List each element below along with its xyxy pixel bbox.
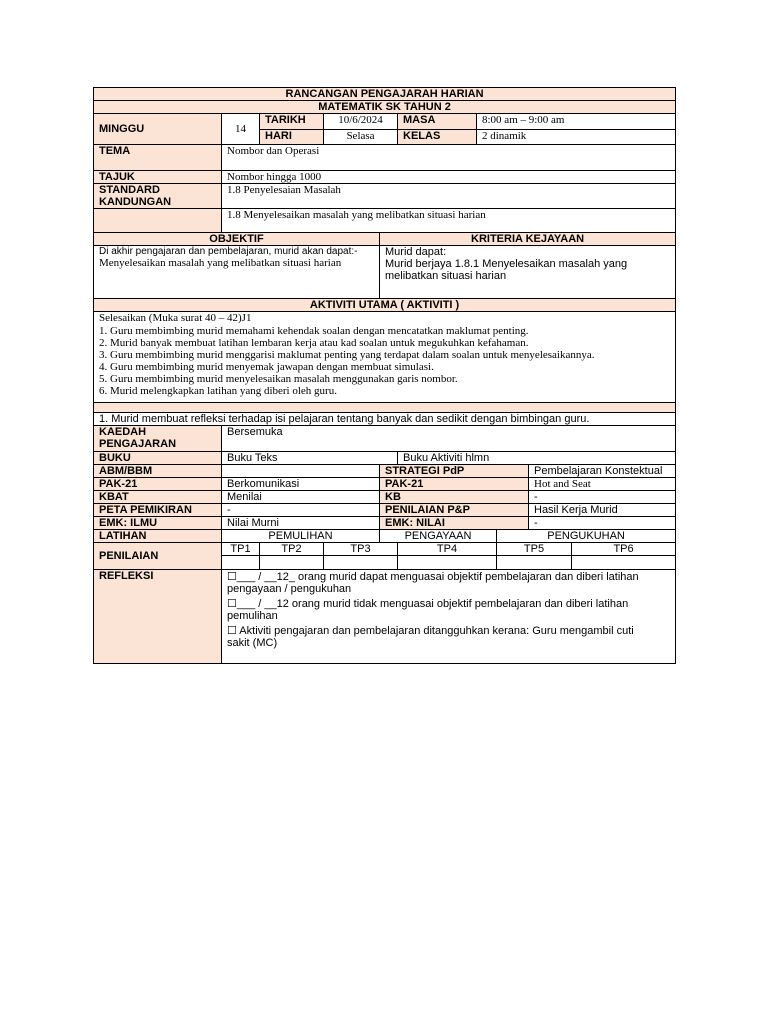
aktiviti-step: 1. Guru membimbing murid memahami kehendak soalan dengan mencatatkan maklumat penting. [99, 325, 529, 337]
emk-ilmu-label: EMK: ILMU [94, 517, 222, 530]
aktiviti-step: 4. Guru membimbing murid menyemak jawapan dengan membuat simulasi. [99, 361, 434, 373]
kb-value: - [529, 491, 676, 504]
tp-header: TP1 [222, 543, 260, 556]
lesson-plan-table [93, 87, 676, 664]
kaedah-label-line1: KAEDAH [99, 426, 147, 438]
pak21-value-2: Hot and Seat [529, 478, 676, 491]
latihan-label: LATIHAN [94, 530, 222, 543]
buku-label: BUKU [94, 452, 222, 465]
tp-header: TP3 [324, 543, 398, 556]
kelas-value: 2 dinamik [477, 130, 676, 145]
tp-header: TP5 [497, 543, 572, 556]
tema-label: TEMA [94, 145, 222, 171]
buku-value-1: Buku Teks [222, 452, 398, 465]
kb-label: KB [380, 491, 529, 504]
tp3-input[interactable] [324, 556, 398, 570]
penilaian-pp-label: PENILAIAN P&P [380, 504, 529, 517]
kriteria-line1: Murid berjaya 1.8.1 Menyelesaikan masalah yang [385, 258, 628, 270]
kaedah-value: Bersemuka [222, 426, 676, 452]
abm-label: ABM/BBM [94, 465, 222, 478]
kriteria-line2: melibatkan situasi harian [385, 270, 507, 282]
strategi-label: STRATEGI PdP [380, 465, 529, 478]
lesson-plan [93, 87, 675, 664]
kelas-label: KELAS [398, 130, 477, 145]
tema-value: Nombor dan Operasi [222, 145, 676, 171]
refleksi-line: ☐ Aktiviti pengajaran dan pembelajaran ditangguhkan kerana: Guru mengambil cuti [227, 625, 634, 637]
refleksi-line: ☐___ / __12_ orang murid dapat menguasai objektif pembelajaran dan diberi latihan [227, 571, 639, 583]
aktiviti-header: AKTIVITI UTAMA ( AKTIVITI ) [94, 299, 676, 312]
tp5-input[interactable] [497, 556, 572, 570]
kaedah-label-line2: PENGAJARAN [99, 438, 177, 450]
penilaian-label: PENILAIAN [94, 543, 222, 570]
standard-pembelajaran: 1.8 Menyelesaikan masalah yang melibatkan situasi harian [222, 209, 676, 233]
aktiviti-intro: Selesaikan (Muka surat 40 – 42)J1 [99, 312, 252, 324]
tarikh-label: TARIKH [260, 114, 324, 130]
tp-header: TP6 [572, 543, 676, 556]
standard-label-line2: KANDUNGAN [99, 196, 172, 208]
objektif-intro: Di akhir pengajaran dan pembelajaran, murid akan dapat:- [99, 246, 358, 257]
tp-header: TP4 [398, 543, 497, 556]
refleksi-line: pengayaan / pengukuhan [227, 583, 352, 595]
aktiviti-step: 6. Murid melengkapkan latihan yang diberi oleh guru. [99, 385, 337, 397]
tajuk-value: Nombor hingga 1000 [222, 171, 676, 184]
latihan-pemulihan: PEMULIHAN [222, 530, 380, 543]
kaedah-label [94, 426, 222, 452]
refleksi-line: pemulihan [227, 610, 278, 622]
plan-subtitle: MATEMATIK SK TAHUN 2 [94, 101, 676, 114]
hari-value: Selasa [324, 130, 398, 145]
kriteria-header: KRITERIA KEJAYAAN [380, 233, 676, 246]
refleksi-body [222, 570, 676, 664]
objektif-header: OBJEKTIF [94, 233, 380, 246]
pak21-label-2: PAK-21 [380, 478, 529, 491]
tp6-input[interactable] [572, 556, 676, 570]
objektif-cell [94, 246, 380, 299]
emk-ilmu-value: Nilai Murni [222, 517, 380, 530]
kbat-label: KBAT [94, 491, 222, 504]
pak21-label: PAK-21 [94, 478, 222, 491]
standard-label [94, 184, 222, 209]
minggu-value: 14 [222, 114, 260, 145]
abm-value [222, 465, 380, 478]
emk-nilai-label: EMK: NILAI [380, 517, 529, 530]
hari-label: HARI [260, 130, 324, 145]
minggu-label: MINGGU [94, 114, 222, 145]
masa-value: 8:00 am – 9:00 am [477, 114, 676, 130]
tp-header: TP2 [260, 543, 324, 556]
peta-value: - [222, 504, 380, 517]
pak21-value: Berkomunikasi [222, 478, 380, 491]
peta-label: PETA PEMIKIRAN [94, 504, 222, 517]
emk-nilai-value: - [529, 517, 676, 530]
tajuk-label: TAJUK [94, 171, 222, 184]
aktiviti-refleksi-line: 1. Murid membuat refleksi terhadap isi pelajaran tentang banyak dan sedikit dengan bimbingan guru. [94, 413, 676, 426]
latihan-pengukuhan: PENGUKUHAN [497, 530, 676, 543]
standard-kandungan: 1.8 Penyelesaian Masalah [222, 184, 676, 209]
tp1-input[interactable] [222, 556, 260, 570]
kriteria-cell [380, 246, 676, 299]
aktiviti-step: 5. Guru membimbing murid menyelesaikan masalah menggunakan garis nombor. [99, 373, 458, 385]
aktiviti-step: 3. Guru membimbing murid menggarisi maklumat penting yang terdapat dalam soalan untuk menyelesaikannya. [99, 349, 595, 361]
plan-title: RANCANGAN PENGAJARAH HARIAN [94, 88, 676, 101]
kbat-value: Menilai [222, 491, 380, 504]
refleksi-line: sakit (MC) [227, 637, 278, 649]
aktiviti-divider [94, 403, 676, 413]
tp4-input[interactable] [398, 556, 497, 570]
tarikh-value: 10/6/2024 [324, 114, 398, 130]
refleksi-line: ☐___ / __12 orang murid tidak menguasai objektif pembelajaran dan diberi latihan [227, 598, 629, 610]
objektif-text: Menyelesaikan masalah yang melibatkan situasi harian [99, 257, 342, 269]
buku-value-2: Buku Aktiviti hlmn [398, 452, 676, 465]
tp2-input[interactable] [260, 556, 324, 570]
strategi-value: Pembelajaran Konstektual [529, 465, 676, 478]
standard-blank-cell [94, 209, 222, 233]
masa-label: MASA [398, 114, 477, 130]
standard-label-line1: STANDARD [99, 184, 160, 196]
penilaian-pp-value: Hasil Kerja Murid [529, 504, 676, 517]
aktiviti-step: 2. Murid banyak membuat latihan lembaran kerja atau kad soalan untuk megukuhkan kefahaman. [99, 337, 529, 349]
refleksi-label: REFLEKSI [94, 570, 222, 664]
aktiviti-body [94, 312, 676, 403]
kriteria-intro: Murid dapat: [385, 246, 447, 258]
latihan-pengayaan: PENGAYAAN [380, 530, 497, 543]
